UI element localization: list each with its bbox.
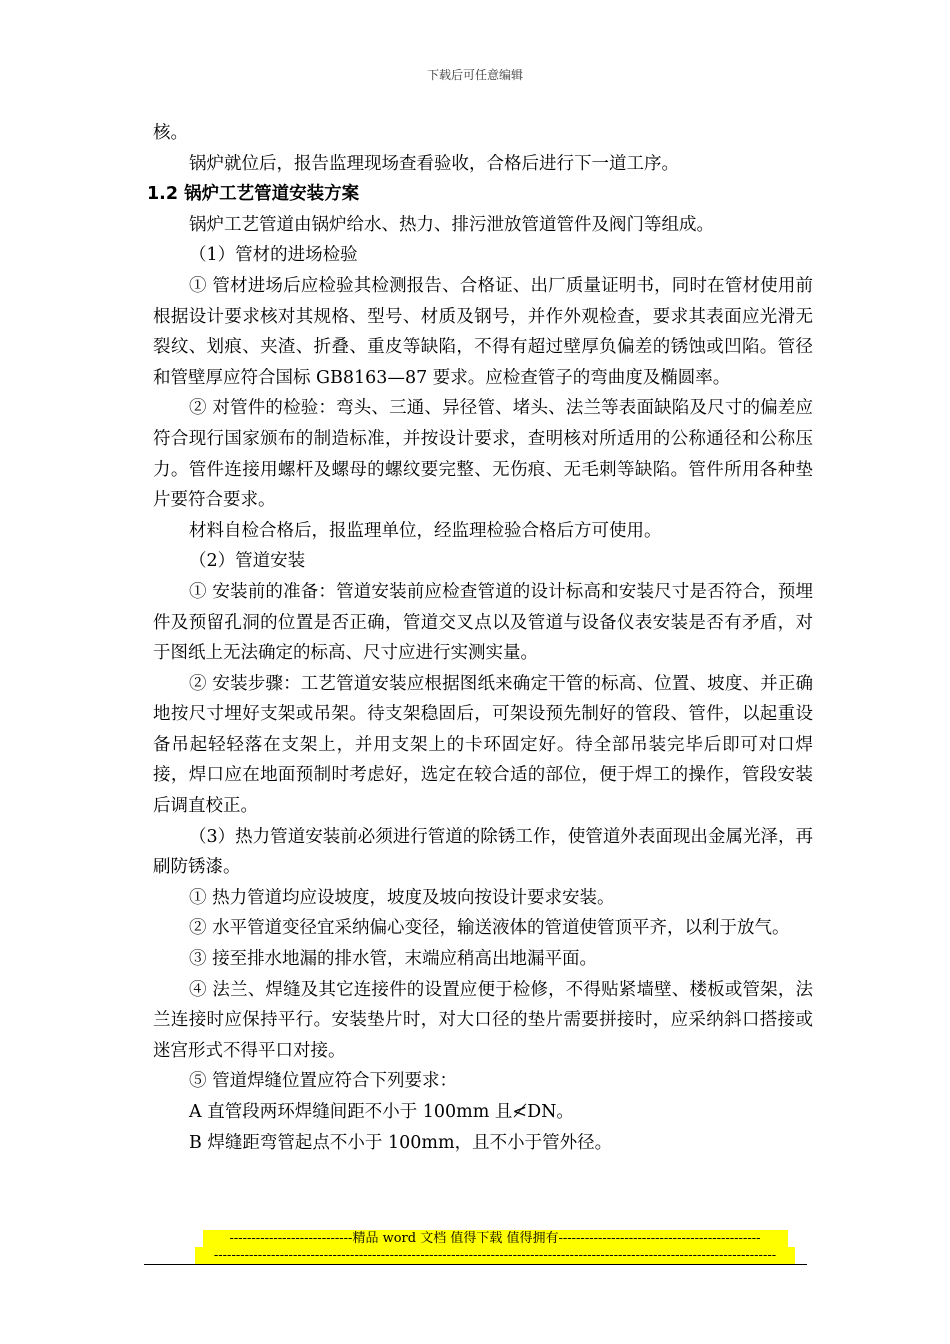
paragraph: 锅炉工艺管道由锅炉给水、热力、排污泄放管道管件及阀门等组成。 [189, 214, 714, 235]
footer-banner-line-1: ----------------------------精品 word 文档 值得下载 值得拥有---------------------------------------------- [203, 1230, 788, 1247]
paragraph: ④ 法兰、焊缝及其它连接件的设置应便于检修，不得贴紧墙壁、楼板或管架，法兰连接时应保持平行。安装垫片时，对大口径的垫片需要拼接时，应采纳斜口搭接或迷宫形式不得平口对接。 [153, 979, 813, 1061]
paragraph: ② 对管件的检验：弯头、三通、异径管、堵头、法兰等表面缺陷及尺寸的偏差应符合现行国家颁布的制造标准，并按设计要求，查明核对所适用的公称通径和公称压力。管件连接用螺杆及螺母的螺纹要完整、无伤痕、无毛刺等缺陷。管件所用各种垫片要符合要求。 [153, 398, 813, 511]
paragraph: ① 热力管道均应设坡度，坡度及坡向按设计要求安装。 [189, 887, 615, 908]
footer-divider [144, 1264, 807, 1265]
paragraph: ⑤ 管道焊缝位置应符合下列要求： [189, 1071, 458, 1092]
paragraph: ① 安装前的准备：管道安装前应检查管道的设计标高和安装尺寸是否符合，预埋件及预留孔洞的位置是否正确，管道交叉点以及管道与设备仪表安装是否有矛盾，对于图纸上无法确定的标高、尺寸应进行实测实量。 [153, 581, 813, 664]
paragraph: ③ 接至排水地漏的排水管，末端应稍高出地漏平面。 [189, 949, 598, 970]
paragraph: ① 管材进场后应检验其检测报告、合格证、出厂质量证明书，同时在管材使用前根据设计要求核对其规格、型号、材质及钢号，并作外观检查，要求其表面应光滑无裂纹、划痕、夹渣、折叠、重皮等缺陷，不得有超过壁厚负偏差的锈蚀或凹陷。管径和管壁厚应符合国标 GB8163—87 要求。应检查管子的弯曲度及椭圆率。 [153, 275, 813, 388]
paragraph: B 焊缝距弯管起点不小于 100mm，且不小于管外径。 [189, 1132, 613, 1153]
section-heading: 1.2 锅炉工艺管道安装方案 [147, 184, 360, 205]
subsection-title: （2）管道安装 [189, 551, 306, 572]
paragraph: A 直管段两环焊缝间距不小于 100mm 且≮DN。 [189, 1102, 574, 1122]
document-body [147, 118, 813, 1158]
subsection-title: （1）管材的进场检验 [189, 245, 358, 266]
paragraph: ② 安装步骤：工艺管道安装应根据图纸来确定干管的标高、位置、坡度、并正确地按尺寸埋好支架或吊架。待支架稳固后，可架设预先制好的管段、管件，以起重设备吊起轻轻落在支架上，并用支架上的卡环固定好。待全部吊装完毕后即可对口焊接，焊口应在地面预制时考虑好，选定在较合适的部位，便于焊工的操作，管段安装后调直校正。 [153, 673, 813, 817]
subsection-paragraph: （3）热力管道安装前必须进行管道的除锈工作，使管道外表面现出金属光泽，再刷防锈漆。 [153, 826, 813, 878]
header-note: 下载后可任意编辑 [426, 68, 523, 82]
paragraph: ② 水平管道变径宜采纳偏心变径，输送液体的管道使管顶平齐，以利于放气。 [189, 918, 790, 939]
footer-banner-line-2: -------------------------------------------------------------------------------------------------------------------------------- [195, 1247, 795, 1264]
footer-banner [195, 1230, 795, 1264]
paragraph: 锅炉就位后，报告监理现场查看验收，合格后进行下一道工序。 [189, 153, 679, 174]
paragraph: 材料自检合格后，报监理单位，经监理检验合格后方可使用。 [189, 520, 662, 541]
paragraph: 核。 [153, 123, 188, 143]
